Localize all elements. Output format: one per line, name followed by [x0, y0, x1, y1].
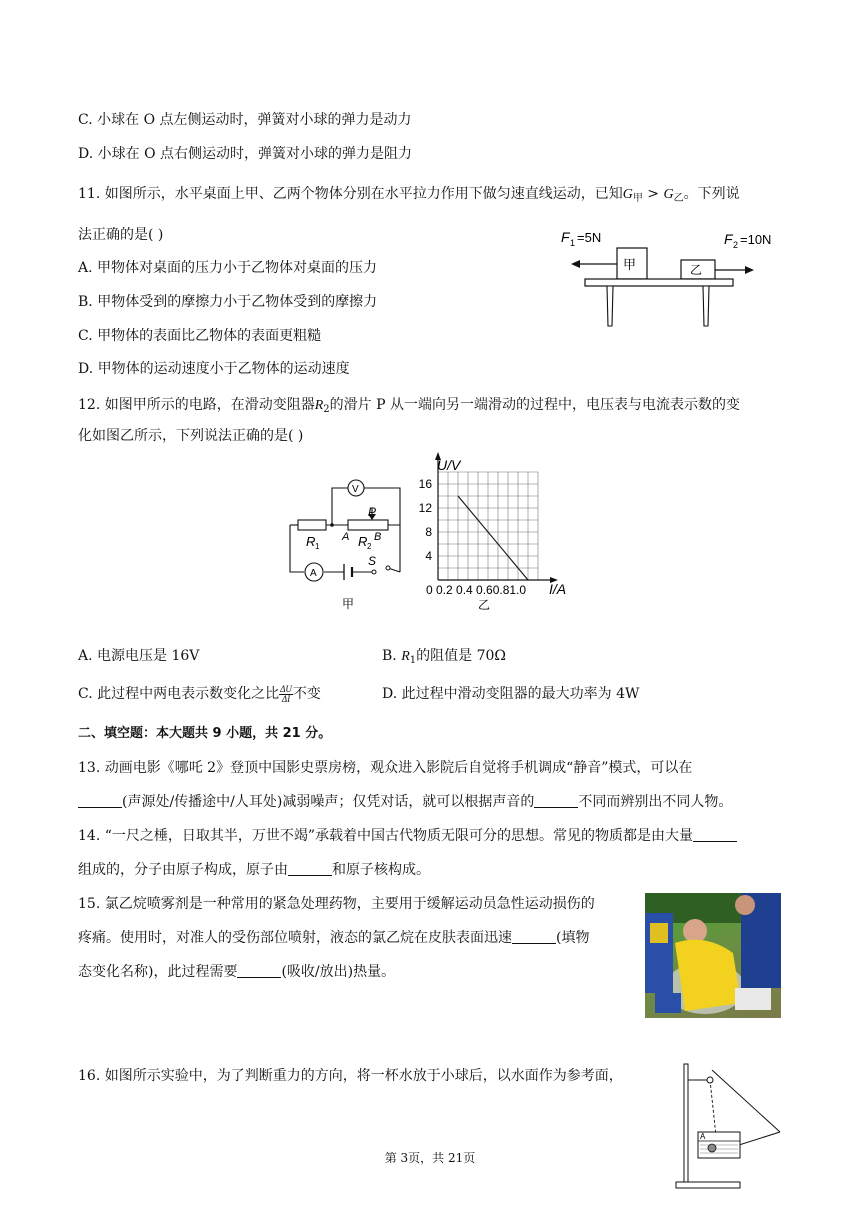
q13-line2-text-b: 不同而辨别出不同人物。	[578, 794, 733, 810]
q13-blank-2[interactable]	[534, 793, 578, 808]
table-top	[585, 279, 733, 286]
ui-data-line	[458, 496, 528, 580]
q12-stem-text-a: 12. 如图甲所示的电路，在滑动变阻器	[78, 397, 315, 413]
q13-blank-1[interactable]	[78, 793, 122, 808]
q15-line3	[78, 962, 395, 982]
block-yi-label: 乙	[690, 263, 703, 277]
g-yi: G	[663, 187, 674, 202]
f1-value: =5N	[577, 230, 602, 245]
q12-ui-graph	[410, 452, 590, 614]
q11-option-a: A. 甲物体对桌面的压力小于乙物体对桌面的压力	[78, 260, 378, 276]
q15-line3-text-a: 态变化名称)，此过程需要	[78, 964, 238, 980]
q12-option-a: A. 电源电压是 16V	[78, 648, 200, 664]
q12-option-b-post: 的阻值是 70Ω	[416, 648, 507, 664]
ammeter-label: A	[310, 568, 317, 579]
stand-base	[676, 1182, 740, 1188]
end-b-label: B	[374, 531, 382, 543]
q16-figure	[670, 1062, 782, 1194]
junction-node	[330, 523, 334, 527]
q15-line3-text-b: (吸收/放出)热量。	[281, 964, 396, 980]
slider-label: P	[368, 505, 377, 519]
y-tick-label: 16	[418, 477, 432, 491]
r2-resistor	[348, 520, 388, 530]
g-jia: G	[622, 187, 633, 202]
r1-symbol: R	[401, 649, 410, 664]
f1-sub: 1	[570, 238, 576, 248]
y-tick-label: 4	[425, 549, 432, 563]
f2-value: =10N	[740, 232, 772, 247]
q15-line2-text-a: 疼痛。使用时，对准人的受伤部位喷射，液态的氯乙烷在皮肤表面迅速	[78, 930, 512, 946]
wire-left	[290, 525, 304, 572]
q11-stem-text-a: 11. 如图所示，水平桌面上甲、乙两个物体分别在水平拉力作用下做匀速直线运动，已知	[78, 186, 623, 202]
r1-label-sub: 1	[315, 542, 320, 551]
q15-blank-2[interactable]	[237, 963, 281, 978]
r2-symbol: R	[314, 398, 324, 413]
y-axis-label: U/V	[437, 457, 461, 473]
f2-label: F	[724, 231, 733, 247]
circuit-caption: 甲	[342, 597, 355, 611]
fraction-denominator: ΔI	[281, 693, 291, 704]
greater-than: >	[642, 186, 664, 202]
q15-line2	[78, 928, 589, 948]
q12-option-b	[382, 646, 506, 671]
end-a-label: A	[342, 531, 350, 543]
q14-line2	[78, 860, 430, 880]
switch-contact-left	[372, 570, 376, 574]
q15-line1: 15. 氯乙烷喷雾剂是一种常用的紧急处理药物，主要用于缓解运动员急性运动损伤的	[78, 896, 595, 912]
g-jia-sub: 甲	[632, 193, 643, 204]
f1-label: F	[561, 229, 570, 245]
q13-line1: 13. 动画电影《哪吒 2》登顶中国影史票房榜，观众进入影院后自觉将手机调成“静音”模式，可以在	[78, 760, 693, 776]
q12-stem-line2: 化如图乙所示，下列说法正确的是( )	[78, 428, 304, 444]
q13-line2-text-a: (声源处/传播途中/人耳处)减弱噪声；仅凭对话，就可以根据声音的	[122, 794, 535, 810]
delta-fraction	[279, 685, 293, 704]
section-heading-fill-in: 二、填空题：本大题共 9 小题，共 21 分。	[78, 726, 332, 741]
switch-label: S	[368, 554, 377, 568]
q10-option-c: C. 小球在 O 点左侧运动时，弹簧对小球的弹力是动力	[78, 112, 412, 128]
q15-line2-text-b: (填物	[556, 930, 590, 946]
q11-option-c: C. 甲物体的表面比乙物体的表面更粗糙	[78, 328, 322, 344]
table-leg-left	[607, 286, 613, 326]
pivot-ring	[707, 1077, 713, 1083]
block-jia-label: 甲	[623, 257, 637, 272]
q10-option-d: D. 小球在 O 点右侧运动时，弹簧对小球的弹力是阻力	[78, 146, 413, 162]
q12-option-b-pre: B.	[382, 648, 402, 664]
q11-figure	[555, 222, 785, 332]
switch-contact-right	[386, 566, 390, 570]
r1-resistor	[298, 520, 326, 530]
wire-v-left	[332, 488, 348, 525]
graph-grid	[438, 472, 538, 580]
q12-option-c-post: 不变	[292, 686, 321, 702]
label-a: A	[700, 1132, 706, 1141]
q12-stem-text-b: 的滑片 P 从一端向另一端滑动的过程中，电压表与电流表示数的变	[329, 397, 740, 413]
q11-stem-line2: 法正确的是( )	[78, 227, 164, 243]
page-footer: 第 3页，共 21页	[384, 1151, 476, 1165]
q14-line1-text: 14. “一尺之棰，日取其半，万世不竭”承载着中国古代物质无限可分的思想。常见的物质都是由大量	[78, 828, 694, 844]
q14-line1	[78, 826, 737, 846]
q14-blank-1[interactable]	[693, 827, 737, 842]
incline-top	[712, 1070, 780, 1132]
f2-arrow-head	[745, 266, 754, 274]
q11-option-d: D. 甲物体的运动速度小于乙物体的运动速度	[78, 361, 350, 377]
q14-line2-text-a: 组成的，分子由原子构成，原子由	[78, 862, 288, 878]
x-tick-labels: 0 0.2 0.4 0.60.81.0	[426, 583, 527, 597]
g-yi-sub: 乙	[673, 193, 684, 204]
q13-line2	[78, 792, 732, 812]
q14-line2-text-b: 和原子核构成。	[332, 862, 430, 878]
f1-arrow-head	[571, 260, 580, 268]
q14-blank-2[interactable]	[288, 861, 332, 876]
q12-option-d: D. 此过程中滑动变阻器的最大功率为 4W	[382, 686, 640, 702]
stand-pole	[684, 1064, 688, 1184]
y-tick-label: 12	[418, 501, 432, 515]
q15-sports-injury-photo	[645, 893, 781, 1018]
wire-right	[388, 525, 400, 572]
q11-option-b: B. 甲物体受到的摩擦力小于乙物体受到的摩擦力	[78, 294, 378, 310]
pendulum-string	[710, 1080, 716, 1136]
q12-option-c-pre: C. 此过程中两电表示数变化之比	[78, 686, 280, 702]
r1-label: R	[306, 534, 316, 549]
y-tick-label: 8	[425, 525, 432, 539]
r2-label-sub: 2	[367, 542, 372, 551]
voltmeter-label: V	[352, 484, 359, 495]
r2-sub: 2	[323, 404, 330, 415]
q16-line1: 16. 如图所示实验中，为了判断重力的方向，将一杯水放于小球后，以水面作为参考面，	[78, 1068, 623, 1084]
r1-sub: 1	[409, 655, 417, 666]
x-axis-label: I/A	[549, 581, 567, 597]
q15-blank-1[interactable]	[512, 929, 556, 944]
fraction-numerator: ΔU	[280, 683, 292, 694]
table-leg-right	[703, 286, 709, 326]
q12-circuit-figure	[282, 470, 412, 615]
q11-stem-line1	[78, 184, 740, 209]
f2-sub: 2	[733, 240, 739, 250]
graph-caption: 乙	[478, 598, 491, 612]
q12-stem-line1	[78, 395, 740, 420]
r2-label: R	[358, 534, 368, 549]
q12-option-c	[78, 684, 321, 704]
q11-stem-text-b: 。下列说	[683, 186, 740, 202]
